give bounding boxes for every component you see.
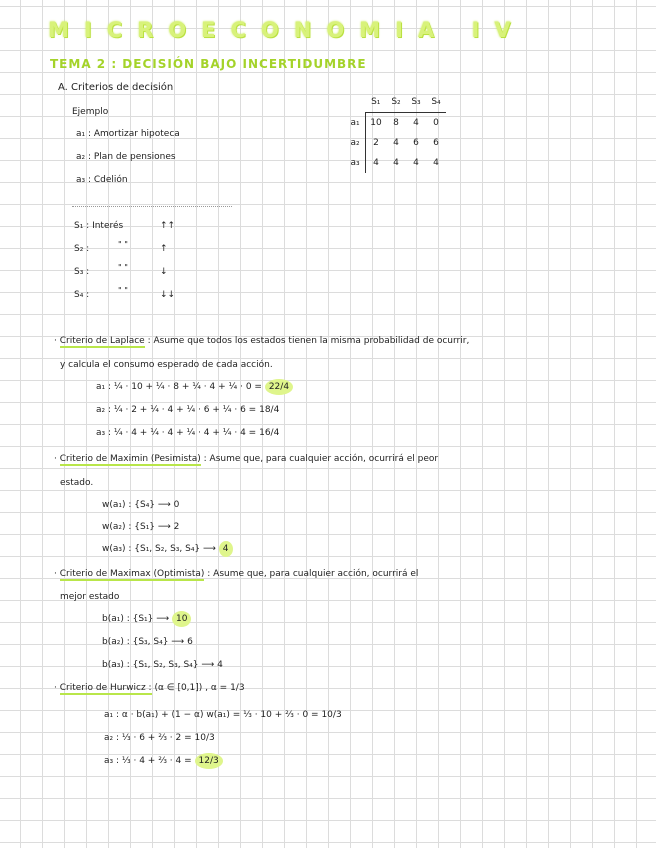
matrix-cell: 4 [413, 118, 419, 128]
calc-result: 16/4 [259, 428, 280, 438]
calc-result: 4 [219, 541, 233, 557]
calc-expression: ¼ · 2 + ¼ · 4 + ¼ · 6 + ¼ · 6 = [113, 405, 257, 415]
matrix-cell: 6 [433, 138, 439, 148]
calc-line [96, 428, 279, 438]
matrix-col-header: S₁ [366, 92, 387, 113]
calc-result: 10 [172, 611, 191, 627]
criterion-parameter: (α ∈ [0,1]) , α = 1/3 [154, 683, 245, 693]
calc-line: b(a₂) : {S₃, S₄} ⟶ 6 [102, 637, 193, 647]
ditto-mark: " " [118, 286, 128, 295]
criterion-description: mejor estado [60, 592, 120, 602]
calc-result: 22/4 [265, 379, 293, 395]
calc-prefix: a₁ : [96, 382, 112, 392]
matrix-cell: 8 [393, 118, 399, 128]
calc-result: 12/3 [195, 753, 223, 769]
calc-expression: ⅓ · 4 + ⅔ · 4 = [121, 756, 192, 766]
criterion-name: Criterio de Maximax (Optimista) [59, 569, 205, 579]
calc-expression: b(a₁) : {S₁} [102, 614, 154, 624]
criterion-heading: · Criterio de Laplace : Asume que todos los estados tienen la misma probabilidad de ocurrir, [54, 336, 470, 346]
criterion-description: estado. [60, 478, 94, 488]
criterion-heading: · Criterio de Maximax (Optimista) : Asume que, para cualquier acción, ocurrirá el [54, 569, 419, 579]
state-arrow: ↓↓ [160, 290, 176, 300]
calc-result: 10/3 [321, 710, 342, 720]
calc-expression: ⅓ · 6 + ⅔ · 2 = [121, 733, 192, 743]
matrix-cell: 0 [433, 118, 439, 128]
matrix-cell: 4 [373, 158, 379, 168]
matrix-cell: 2 [373, 138, 379, 148]
calc-prefix: a₂ : [104, 733, 120, 743]
state-arrow: ↑↑ [160, 221, 176, 231]
calc-prefix: a₁ : [104, 710, 120, 720]
calc-expression: ¼ · 10 + ¼ · 8 + ¼ · 4 + ¼ · 0 = [113, 382, 262, 392]
matrix-cell: 4 [393, 158, 399, 168]
calc-result: 10/3 [194, 733, 215, 743]
calc-expression: w(a₃) : {S₁, S₂, S₃, S₄} [102, 544, 201, 554]
calc-prefix: a₃ : [96, 428, 112, 438]
criterion-description: : Asume que todos los estados tienen la misma probabilidad de ocurrir, [147, 336, 470, 346]
matrix-col-header: S₃ [406, 92, 426, 113]
calc-line: w(a₃) : {S₁, S₂, S₃, S₄} ⟶ 4 [102, 544, 233, 554]
calc-line: w(a₁) : {S₄} ⟶ 0 [102, 500, 180, 510]
calc-result: 0 [173, 500, 180, 510]
state-label: S₂ : [74, 244, 90, 254]
calc-result: 6 [187, 637, 193, 647]
calc-line: w(a₂) : {S₁} ⟶ 2 [102, 522, 180, 532]
calc-line [96, 382, 293, 392]
matrix-cell: 6 [413, 138, 419, 148]
state-arrow: ↓ [160, 267, 168, 277]
calc-line: b(a₃) : {S₁, S₂, S₃, S₄} ⟶ 4 [102, 660, 223, 670]
matrix-cell: 10 [370, 118, 382, 128]
matrix-row-header: a₁ [345, 113, 366, 134]
matrix-row [345, 113, 446, 134]
criterion-description: y calcula el consumo esperado de cada acción. [60, 360, 273, 370]
state-label: S₃ : [74, 267, 90, 277]
calc-result: 2 [173, 522, 180, 532]
matrix-col-header: S₂ [386, 92, 406, 113]
action-item: a₃ : Cdelión [76, 175, 128, 185]
section-heading: A. Criterios de decisión [58, 82, 174, 93]
calc-prefix: a₃ : [104, 756, 120, 766]
criterion-name: Criterio de Laplace [59, 336, 145, 346]
calc-result: 18/4 [259, 405, 280, 415]
calc-expression: α · b(a₁) + (1 − α) w(a₁) = ⅓ · 10 + ⅔ · 0 = [121, 710, 319, 720]
state-label: S₁ : Interés [74, 221, 124, 231]
criterion-heading: · Criterio de Hurwicz : (α ∈ [0,1]) , α = 1/3 [54, 683, 245, 693]
matrix-cell: 4 [433, 158, 439, 168]
calc-expression: ¼ · 4 + ¼ · 4 + ¼ · 4 + ¼ · 4 = [113, 428, 257, 438]
criterion-name: Criterio de Hurwicz : [59, 683, 152, 693]
matrix-corner [345, 92, 366, 113]
criterion-name: Criterio de Maximin (Pesimista) [59, 454, 201, 464]
page-title: MICROECONOMIA IV [48, 18, 526, 42]
calc-line: b(a₁) : {S₁} ⟶ 10 [102, 614, 191, 624]
ditto-mark: " " [118, 240, 128, 249]
matrix-col-header: S₄ [426, 92, 446, 113]
calc-expression: w(a₂) : {S₁} [102, 522, 156, 532]
state-arrow: ↑ [160, 244, 168, 254]
matrix-cell: 4 [393, 138, 399, 148]
ditto-mark: " " [118, 263, 128, 272]
matrix-cell: 4 [413, 158, 419, 168]
calc-expression: w(a₁) : {S₄} [102, 500, 156, 510]
example-label: Ejemplo [72, 107, 109, 117]
topic-subtitle: TEMA 2 : DECISIÓN BAJO INCERTIDUMBRE [50, 57, 367, 71]
criterion-description: : Asume que, para cualquier acción, ocurrirá el [207, 569, 419, 579]
criterion-description: : Asume que, para cualquier acción, ocurrirá el peor [203, 454, 439, 464]
calc-line [104, 733, 215, 743]
matrix-row [345, 133, 446, 153]
payoff-matrix [345, 92, 446, 173]
matrix-row [345, 153, 446, 173]
matrix-row-header: a₃ [345, 153, 366, 173]
calc-prefix: a₂ : [96, 405, 112, 415]
divider [72, 206, 232, 207]
calc-expression: b(a₂) : {S₃, S₄} [102, 637, 169, 647]
action-item: a₂ : Plan de pensiones [76, 152, 176, 162]
matrix-row-header: a₂ [345, 133, 366, 153]
calc-result: 4 [217, 660, 223, 670]
state-label: S₄ : [74, 290, 90, 300]
action-item: a₁ : Amortizar hipoteca [76, 129, 180, 139]
criterion-heading: · Criterio de Maximin (Pesimista) : Asume que, para cualquier acción, ocurrirá el peor [54, 454, 439, 464]
calc-line [104, 710, 342, 720]
calc-expression: b(a₃) : {S₁, S₂, S₃, S₄} [102, 660, 199, 670]
calc-line [104, 756, 223, 766]
calc-line [96, 405, 279, 415]
